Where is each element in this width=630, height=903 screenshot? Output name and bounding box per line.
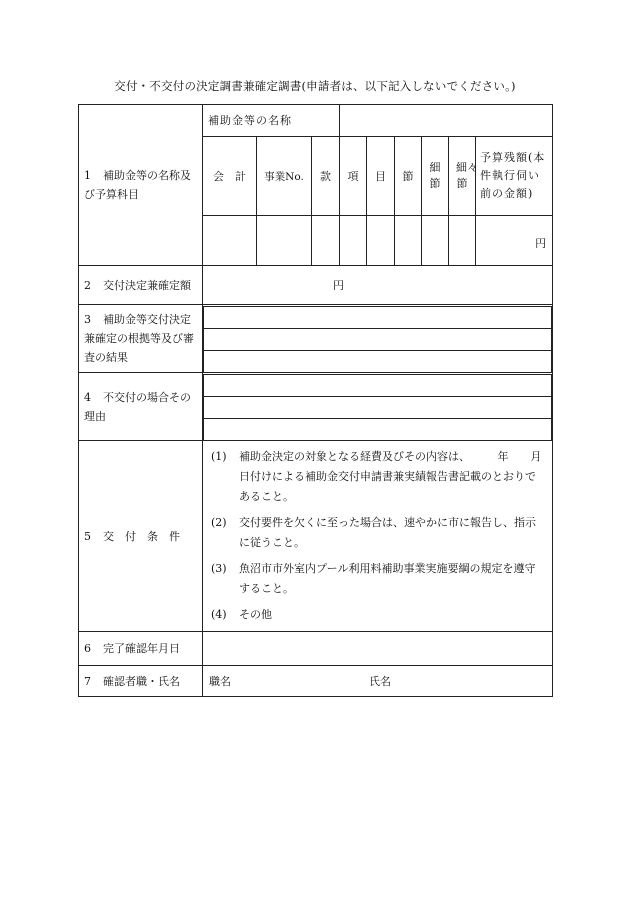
- completion-date-label: [79, 632, 203, 666]
- row-number: 1: [84, 169, 91, 182]
- conditions-label-text: 交 付 条 件: [103, 529, 180, 543]
- subsidy-name-field[interactable]: [340, 105, 553, 137]
- condition-item: [211, 447, 564, 507]
- saisetsu-cell[interactable]: [422, 216, 449, 266]
- kou-cell[interactable]: [340, 216, 367, 266]
- reason-line-2[interactable]: [204, 396, 552, 418]
- condition-number: (2): [211, 516, 227, 529]
- condition-text: 魚沼市市外室内プール利用料補助事業実施要綱の規定を遵守すること。: [239, 562, 536, 595]
- confirmer-cell[interactable]: [203, 666, 553, 697]
- col-kou: 項: [340, 137, 367, 216]
- condition-item: [211, 513, 546, 553]
- reason-line-3[interactable]: [204, 418, 552, 440]
- row-number: 4: [84, 390, 91, 404]
- col-kan: 款: [312, 137, 340, 216]
- basis-cell: [203, 305, 553, 373]
- col-jigyo-no: 事業No.: [257, 137, 312, 216]
- row-number: 5: [84, 529, 91, 543]
- kan-cell[interactable]: [312, 216, 340, 266]
- condition-text: その他: [239, 608, 272, 621]
- completion-date-label-text: 完了確認年月日: [103, 642, 180, 655]
- basis-line-3[interactable]: [204, 350, 552, 372]
- subsidy-name-header: 補助金等の名称: [203, 105, 340, 137]
- condition-item: [211, 559, 546, 599]
- decision-amount-label-text: 交付決定兼確定額: [103, 278, 191, 292]
- basis-label-text: 補助金等交付決定兼確定の根拠等及び審査の結果: [84, 313, 194, 364]
- condition-number: (4): [211, 608, 227, 621]
- col-setsu: 節: [395, 137, 422, 216]
- refusal-reason-cell: [203, 373, 553, 441]
- moku-cell[interactable]: [367, 216, 395, 266]
- condition-number: (3): [211, 562, 227, 575]
- position-label: 職名: [209, 675, 231, 688]
- col-budget-balance: 予算残額(本件執行伺い前の金額): [476, 137, 553, 216]
- confirmer-label: [79, 666, 203, 697]
- budget-balance-cell[interactable]: [476, 216, 553, 266]
- basis-label: [79, 305, 203, 373]
- yen-unit: 円: [535, 237, 547, 250]
- basis-line-2[interactable]: [204, 328, 552, 350]
- col-saisetsu: 細節: [422, 137, 449, 216]
- budget-label-text: 補助金等の名称及び予算科目: [84, 169, 191, 201]
- condition-number: (1): [211, 450, 227, 463]
- jigyo-no-cell[interactable]: [257, 216, 312, 266]
- completion-date-cell[interactable]: [203, 632, 553, 666]
- document-title: 交付・不交付の決定調書兼確定調書(申請者は、以下記入しないでください。): [114, 79, 516, 93]
- confirmer-label-text: 確認者職・氏名: [103, 674, 180, 688]
- decision-form-table: [78, 104, 564, 697]
- saisaisetsu-cell[interactable]: [449, 216, 476, 266]
- reason-line-1[interactable]: [204, 374, 552, 396]
- conditions-label: [79, 441, 203, 632]
- row-number: 3: [84, 313, 91, 326]
- budget-section-label: [79, 105, 203, 266]
- setsu-cell[interactable]: [395, 216, 422, 266]
- conditions-cell: [203, 441, 564, 632]
- col-saisaisetsu: 細々節: [449, 137, 476, 216]
- refusal-reason-label-text: 不交付の場合その理由: [84, 390, 191, 423]
- col-kaikei: 会 計: [203, 137, 257, 216]
- yen-unit: 円: [333, 279, 344, 292]
- condition-text: 交付要件を欠くに至った場合は、速やかに市に報告し、指示に従うこと。: [239, 516, 536, 549]
- row-number: 6: [84, 642, 91, 655]
- decision-amount-label: [79, 266, 203, 305]
- kaikei-cell[interactable]: [203, 216, 257, 266]
- decision-amount-cell[interactable]: [203, 266, 553, 305]
- name-label: 氏名: [369, 675, 391, 688]
- row-number: 7: [84, 674, 91, 688]
- col-moku: 目: [367, 137, 395, 216]
- refusal-reason-label: [79, 373, 203, 441]
- basis-line-1[interactable]: [204, 306, 552, 328]
- condition-text: 補助金決定の対象となる経費及びその内容は、 年 月 日付けによる補助金交付申請書兼実績報告書記載のとおりであること。: [239, 450, 564, 503]
- condition-item: [211, 605, 546, 625]
- row-number: 2: [84, 278, 91, 292]
